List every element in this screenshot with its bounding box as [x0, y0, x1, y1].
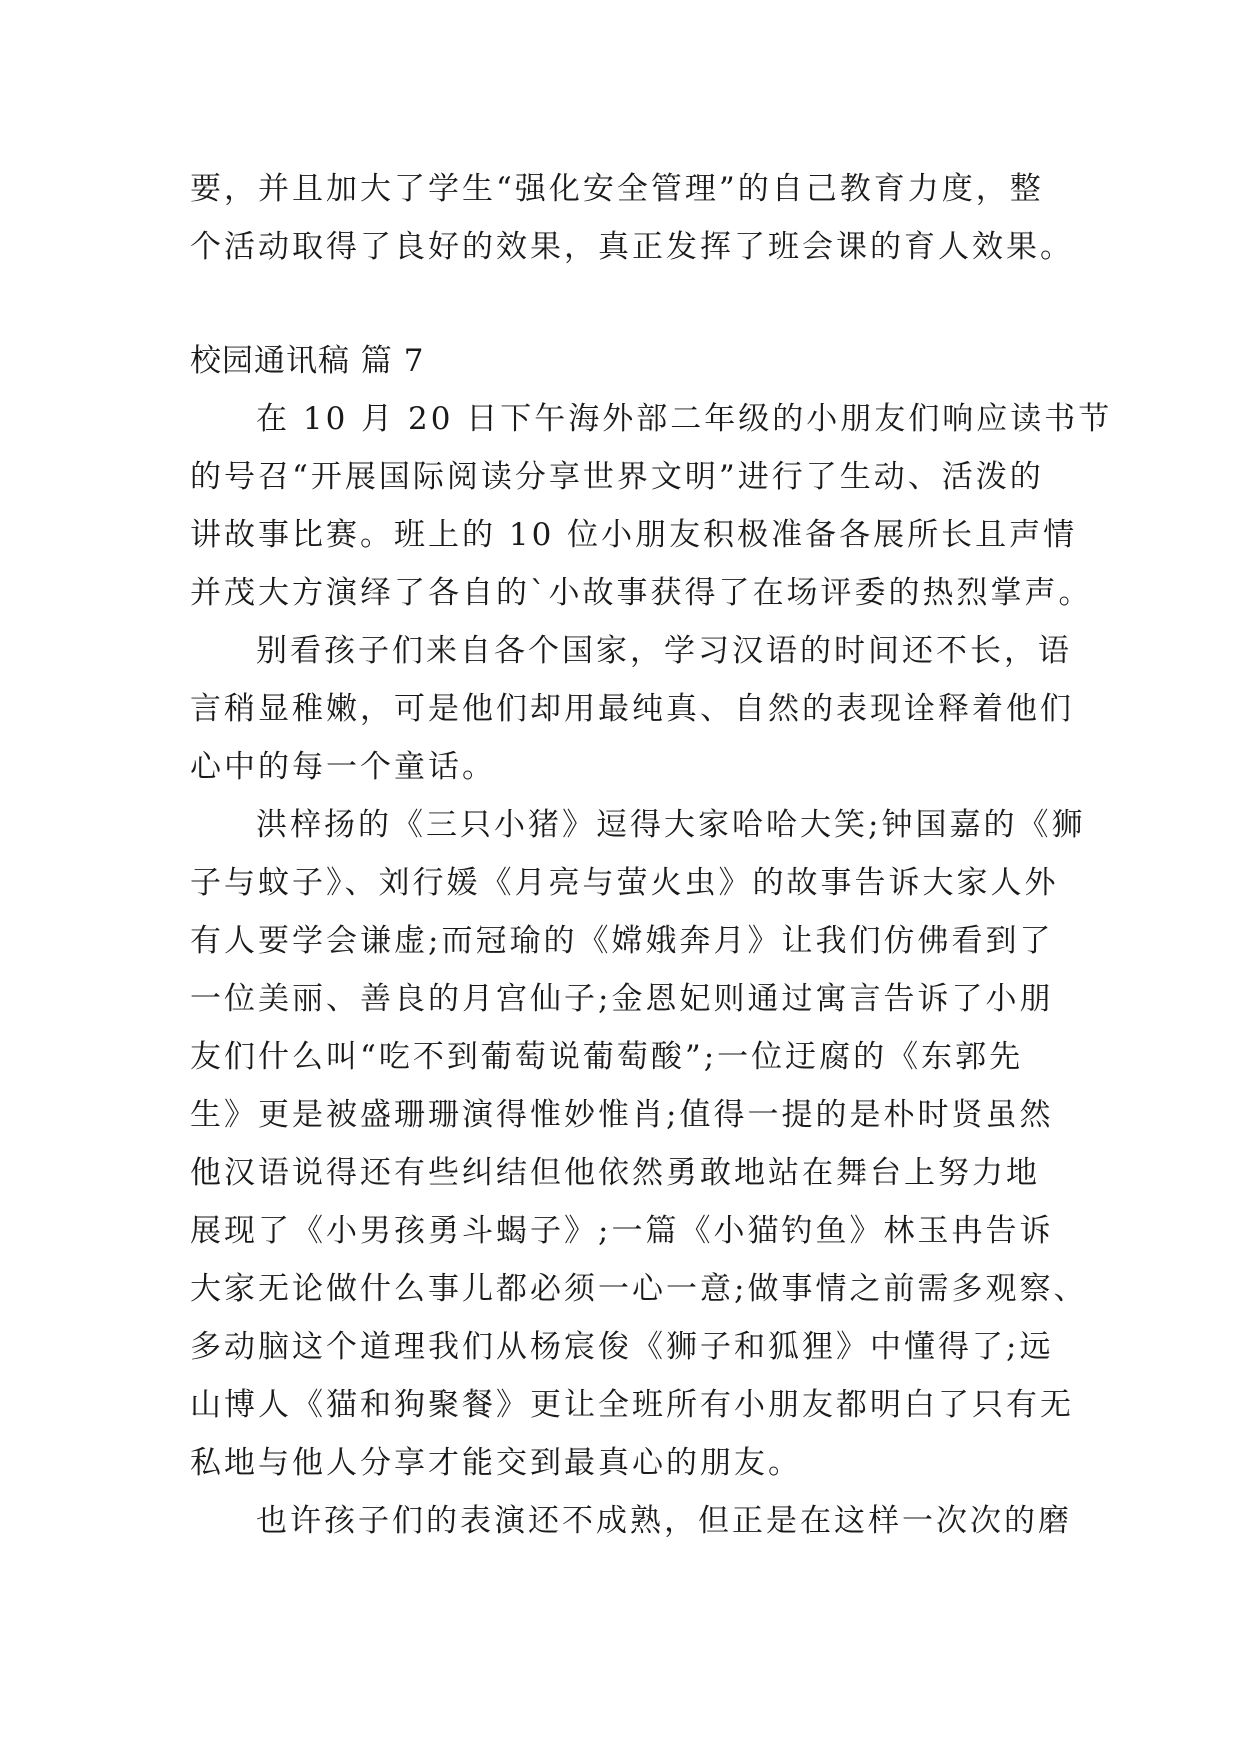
- text-line: 一位美丽、善良的月宫仙子;金恩妃则通过寓言告诉了小朋: [190, 981, 1054, 1017]
- text-line: 并茂大方演绎了各自的`小故事获得了在场评委的热烈掌声。: [190, 575, 1093, 611]
- text-line: 个活动取得了良好的效果，真正发挥了班会课的育人效果。: [190, 229, 1074, 265]
- text-line: 言稍显稚嫩，可是他们却用最纯真、自然的表现诠释着他们: [190, 691, 1074, 727]
- text-line: 他汉语说得还有些纠结但他依然勇敢地站在舞台上努力地: [190, 1155, 1040, 1191]
- document-page: [190, 160, 1113, 1550]
- text-line: 洪梓扬的《三只小猪》逗得大家哈哈大笑;钟国嘉的《狮: [256, 807, 1086, 843]
- text-line: 讲故事比赛。班上的 10 位小朋友积极准备各展所长且声情: [190, 517, 1078, 553]
- text-line: 展现了《小男孩勇斗蝎子》;一篇《小猫钓鱼》林玉冉告诉: [190, 1213, 1054, 1249]
- text-line: 别看孩子们来自各个国家，学习汉语的时间还不长，语: [256, 633, 1072, 669]
- text-line: 也许孩子们的表演还不成熟，但正是在这样一次次的磨: [256, 1503, 1072, 1539]
- text-line: 生》更是被盛珊珊演得惟妙惟肖;值得一提的是朴时贤虽然: [190, 1097, 1054, 1133]
- section-title: 校园通讯稿 篇 7: [190, 343, 425, 379]
- text-line: 私地与他人分享才能交到最真心的朋友。: [190, 1445, 802, 1481]
- text-line: 有人要学会谦虚;而冠瑜的《嫦娥奔月》让我们仿佛看到了: [190, 923, 1054, 959]
- text-line: 友们什么叫“吃不到葡萄说葡萄酸”;一位迂腐的《东郭先: [190, 1039, 1024, 1075]
- text-line: 多动脑这个道理我们从杨宸俊《狮子和狐狸》中懂得了;远: [190, 1329, 1054, 1365]
- text-line: 心中的每一个童话。: [190, 749, 496, 785]
- text-line: 子与蚊子》、刘行媛《月亮与萤火虫》的故事告诉大家人外: [190, 865, 1059, 901]
- text-line: 在 10 月 20 日下午海外部二年级的小朋友们响应读书节: [256, 401, 1113, 437]
- text-line: 大家无论做什么事儿都必须一心一意;做事情之前需多观察、: [190, 1271, 1088, 1307]
- text-line: 山博人《猫和狗聚餐》更让全班所有小朋友都明白了只有无: [190, 1387, 1074, 1423]
- text-line: 要，并且加大了学生“强化安全管理”的自己教育力度，整: [190, 171, 1044, 207]
- text-line: 的号召“开展国际阅读分享世界文明”进行了生动、活泼的: [190, 459, 1044, 495]
